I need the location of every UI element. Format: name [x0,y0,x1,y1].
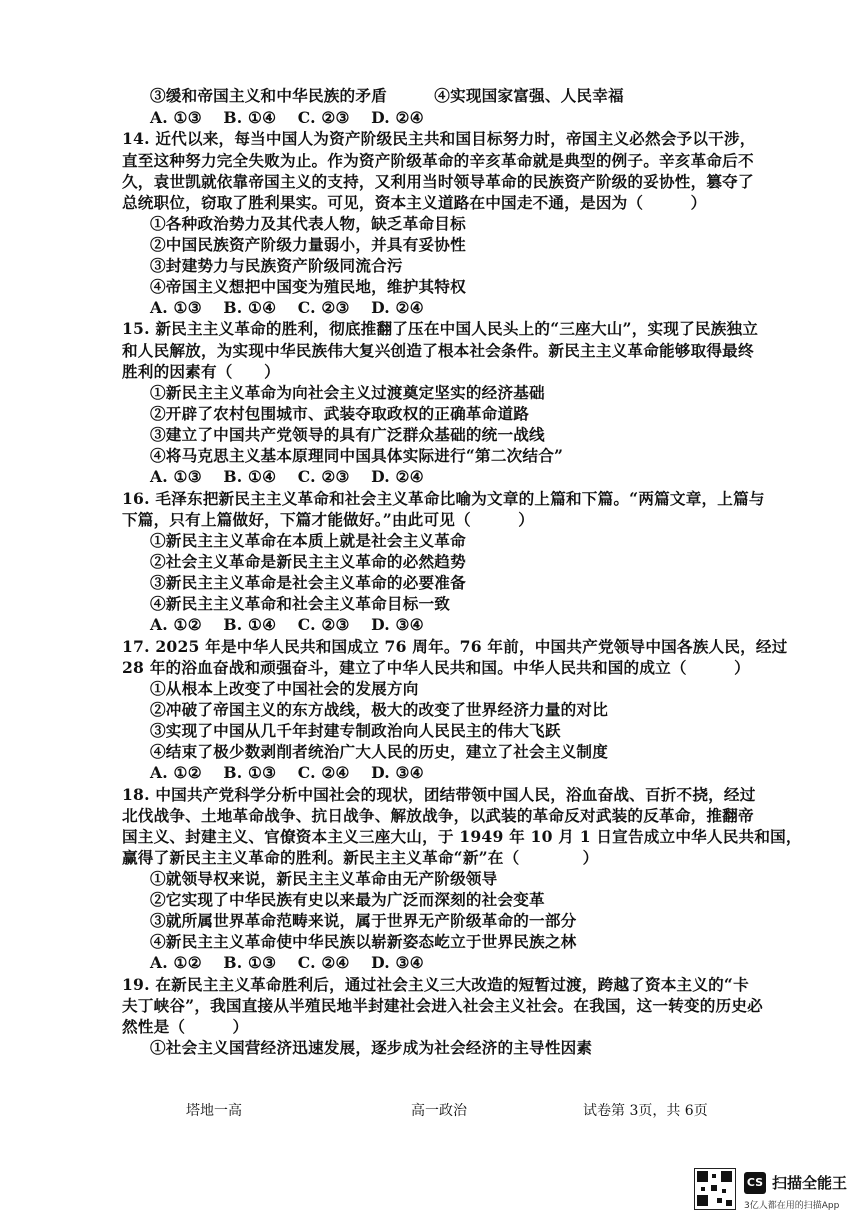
question-14-stem: 总统职位，窃取了胜利果实。可见，资本主义道路在中国走不通，是因为（ ） [122,193,707,212]
question-17-option: ①从根本上改变了中国社会的发展方向 [150,679,419,698]
qr-code-icon [694,1168,736,1210]
question-16-option: ②社会主义革命是新民主主义革命的必然趋势 [150,552,466,571]
question-19-stem: 然性是（ ） [122,1017,249,1036]
question-17-option: ④结束了极少数剥削者统治广大人民的历史，建立了社会主义制度 [150,742,609,761]
question-15-option: ②开辟了农村包围城市、武装夺取政权的正确革命道路 [150,404,530,423]
watermark-tagline: 3亿人都在用的扫描App [744,1201,840,1211]
question-18-choices: A. ①② B. ①③ C. ②④ D. ③④ [150,953,424,972]
question-18-option: ③就所属世界革命范畴来说，属于世界无产阶级革命的一部分 [150,911,577,930]
question-17-stem: 28 年的浴血奋战和顽强奋斗，建立了中华人民共和国。中华人民共和国的成立（ ） [122,658,750,677]
question-14-option: ①各种政治势力及其代表人物，缺乏革命目标 [150,214,466,233]
footer-subject: 高一政治 [411,1103,467,1119]
question-16-stem: 16. 毛泽东把新民主主义革命和社会主义革命比喻为文章的上篇和下篇。“两篇文章，上篇与 [122,489,765,508]
question-14-option: ②中国民族资产阶级力量弱小，并具有妥协性 [150,235,466,254]
answer-choices: A. ①③ B. ①④ C. ②③ D. ②④ [150,108,424,127]
question-18-option: ①就领导权来说，新民主主义革命由无产阶级领导 [150,869,498,888]
question-18-stem: 国主义、封建主义、官僚资本主义三座大山，于 1949 年 10 月 1 日宣告成立中华人民共和国， [122,827,802,846]
watermark-app-name: 扫描全能王 [772,1174,848,1192]
question-18-stem: 北伐战争、土地革命战争、抗日战争、解放战争，以武装的革命反对武装的反革命，推翻帝 [122,806,754,825]
question-18-option: ②它实现了中华民族有史以来最为广泛而深刻的社会变革 [150,890,545,909]
question-15-option: ①新民主主义革命为向社会主义过渡奠定坚实的经济基础 [150,383,545,402]
footer-page-number: 试卷第 3页，共 6页 [583,1103,708,1119]
question-16-choices: A. ①② B. ①④ C. ②③ D. ③④ [150,615,424,634]
question-14-stem: 久，袁世凯就依靠帝国主义的支持，又利用当时领导革命的民族资产阶级的妥协性，篡夺了 [122,172,754,191]
question-15-option: ④将马克思主义基本原理同中国具体实际进行“第二次结合” [150,446,564,465]
question-15-choices: A. ①③ B. ①④ C. ②③ D. ②④ [150,467,424,486]
question-15-stem: 和人民解放，为实现中华民族伟大复兴创造了根本社会条件。新民主主义革命能够取得最终 [122,341,754,360]
question-17-option: ②冲破了帝国主义的东方战线，极大的改变了世界经济力量的对比 [150,700,609,719]
question-16-option: ④新民主主义革命和社会主义革命目标一致 [150,594,451,613]
option-line: ③缓和帝国主义和中华民族的矛盾 ④实现国家富强、人民幸福 [150,86,624,105]
question-15-stem: 胜利的因素有（ ） [122,362,280,381]
question-16-option: ①新民主主义革命在本质上就是社会主义革命 [150,531,466,550]
camscanner-logo-icon: CS [744,1172,766,1194]
question-14-stem: 14. 近代以来，每当中国人为资产阶级民主共和国目标努力时，帝国主义必然会予以干涉， [122,129,756,148]
question-16-stem: 下篇，只有上篇做好，下篇才能做好。”由此可见（ ） [122,510,535,529]
question-14-stem: 直至这种努力完全失败为止。作为资产阶级革命的辛亥革命就是典型的例子。辛亥革命后不 [122,151,754,170]
question-14-choices: A. ①③ B. ①④ C. ②③ D. ②④ [150,298,424,317]
question-19-stem: 夫丁峡谷”，我国直接从半殖民地半封建社会进入社会主义社会。在我国，这一转变的历史必 [122,996,763,1015]
footer-school: 塔地一高 [186,1103,242,1119]
question-18-stem: 18. 中国共产党科学分析中国社会的现状，团结带领中国人民，浴血奋战、百折不挠，经过 [122,785,756,804]
question-18-stem: 赢得了新民主主义革命的胜利。新民主主义革命“新”在（ ） [122,848,599,867]
question-19-option: ①社会主义国营经济迅速发展，逐步成为社会经济的主导性因素 [150,1038,593,1057]
question-17-stem: 17. 2025 年是中华人民共和国成立 76 周年。76 年前，中国共产党领导中国各族人民，经过 [122,637,788,656]
question-15-stem: 15. 新民主主义革命的胜利，彻底推翻了压在中国人民头上的“三座大山”，实现了民族独立 [122,319,759,338]
question-19-stem: 19. 在新民主主义革命胜利后，通过社会主义三大改造的短暂过渡，跨越了资本主义的“卡 [122,975,749,994]
question-14-option: ③封建势力与民族资产阶级同流合污 [150,256,403,275]
question-16-option: ③新民主主义革命是社会主义革命的必要准备 [150,573,466,592]
question-17-choices: A. ①② B. ①③ C. ②④ D. ③④ [150,763,424,782]
question-18-option: ④新民主主义革命使中华民族以崭新姿态屹立于世界民族之林 [150,932,577,951]
question-14-option: ④帝国主义想把中国变为殖民地，维护其特权 [150,277,466,296]
question-17-option: ③实现了中国从几千年封建专制政治向人民民主的伟大飞跃 [150,721,561,740]
question-15-option: ③建立了中国共产党领导的具有广泛群众基础的统一战线 [150,425,545,444]
scanner-watermark [694,1168,854,1216]
